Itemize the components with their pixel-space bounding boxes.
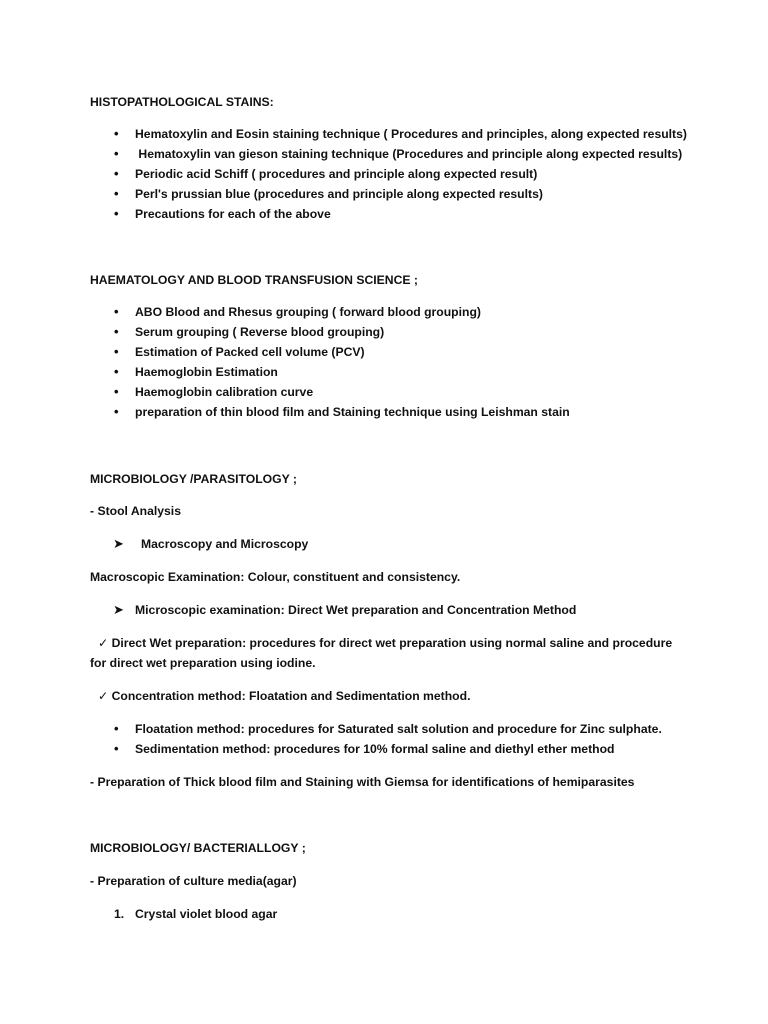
- list-item-text: Hematoxylin van gieson staining technique (Procedures and principle along expected results): [135, 147, 683, 161]
- bullet-icon: •: [114, 206, 119, 221]
- bullet-icon: •: [114, 721, 119, 736]
- check-item-direct-wet: ✓ Direct Wet preparation: procedures for direct wet preparation using normal saline and procedure for direct wet preparation using iodine.: [90, 636, 673, 670]
- list-item: [114, 126, 687, 142]
- numbered-item-text: Crystal violet blood agar: [135, 907, 278, 921]
- item-number: 1.: [114, 907, 125, 921]
- list-item: [114, 166, 537, 182]
- list-item-text: preparation of thin blood film and Staining technique using Leishman stain: [135, 405, 570, 419]
- list-item: [114, 384, 313, 400]
- section-heading-haematology: HAEMATOLOGY AND BLOOD TRANSFUSION SCIENCE ;: [90, 273, 418, 287]
- list-item-text: Precautions for each of the above: [135, 207, 331, 221]
- bullet-icon: •: [114, 304, 119, 319]
- list-item: [114, 146, 682, 162]
- list-item: [114, 206, 331, 222]
- bullet-icon: •: [114, 186, 119, 201]
- bullet-icon: •: [114, 741, 119, 756]
- bullet-icon: •: [114, 126, 119, 141]
- list-item: [114, 721, 662, 737]
- list-item: [114, 304, 481, 320]
- section-heading-bacteriology: MICROBIOLOGY/ BACTERIALLOGY ;: [90, 841, 306, 855]
- bullet-icon: •: [114, 166, 119, 181]
- bullet-icon: •: [114, 146, 119, 161]
- list-item-text: Floatation method: procedures for Saturated salt solution and procedure for Zinc sulphate.: [135, 722, 662, 736]
- bullet-icon: •: [114, 404, 119, 419]
- arrow-bullet-icon: ➤: [113, 536, 124, 551]
- list-item: [114, 324, 384, 340]
- arrow-bullet-icon: ➤: [113, 602, 124, 617]
- list-item-text: Estimation of Packed cell volume (PCV): [135, 345, 365, 359]
- list-item: [114, 404, 570, 420]
- arrow-item: [113, 602, 576, 618]
- bullet-icon: •: [114, 384, 119, 399]
- arrow-item-text: Macroscopy and Microscopy: [141, 537, 309, 551]
- list-item-text: Haemoglobin calibration curve: [135, 385, 314, 399]
- list-item-text: Hematoxylin and Eosin staining technique ( Procedures and principles, along expected results): [135, 127, 687, 141]
- list-item-text: Serum grouping ( Reverse blood grouping): [135, 325, 385, 339]
- arrow-item-text: Microscopic examination: Direct Wet preparation and Concentration Method: [135, 603, 577, 617]
- macroscopic-exam-line: Macroscopic Examination: Colour, constituent and consistency.: [90, 570, 461, 584]
- culture-media-line: - Preparation of culture media(agar): [90, 874, 297, 888]
- list-item-text: Sedimentation method: procedures for 10% formal saline and diethyl ether method: [135, 742, 615, 756]
- stool-analysis-line: - Stool Analysis: [90, 504, 181, 518]
- list-item: [114, 741, 614, 757]
- bullet-icon: •: [114, 364, 119, 379]
- list-item-text: Perl's prussian blue (procedures and principle along expected results): [135, 187, 543, 201]
- section-heading-histopathology: HISTOPATHOLOGICAL STAINS:: [90, 95, 274, 109]
- list-item: [114, 344, 365, 360]
- check-item-concentration: ✓ Concentration method: Floatation and Sedimentation method.: [98, 689, 471, 703]
- list-item-text: Periodic acid Schiff ( procedures and principle along expected result): [135, 167, 538, 181]
- numbered-item: [114, 906, 277, 922]
- list-item-text: ABO Blood and Rhesus grouping ( forward blood grouping): [135, 305, 481, 319]
- arrow-item: [113, 536, 308, 552]
- bullet-icon: •: [114, 324, 119, 339]
- list-item: [114, 364, 278, 380]
- thick-blood-film-line: - Preparation of Thick blood film and Staining with Giemsa for identifications of hemiparasites: [90, 775, 635, 789]
- section-heading-parasitology: MICROBIOLOGY /PARASITOLOGY ;: [90, 472, 297, 486]
- list-item: [114, 186, 543, 202]
- list-item-text: Haemoglobin Estimation: [135, 365, 278, 379]
- bullet-icon: •: [114, 344, 119, 359]
